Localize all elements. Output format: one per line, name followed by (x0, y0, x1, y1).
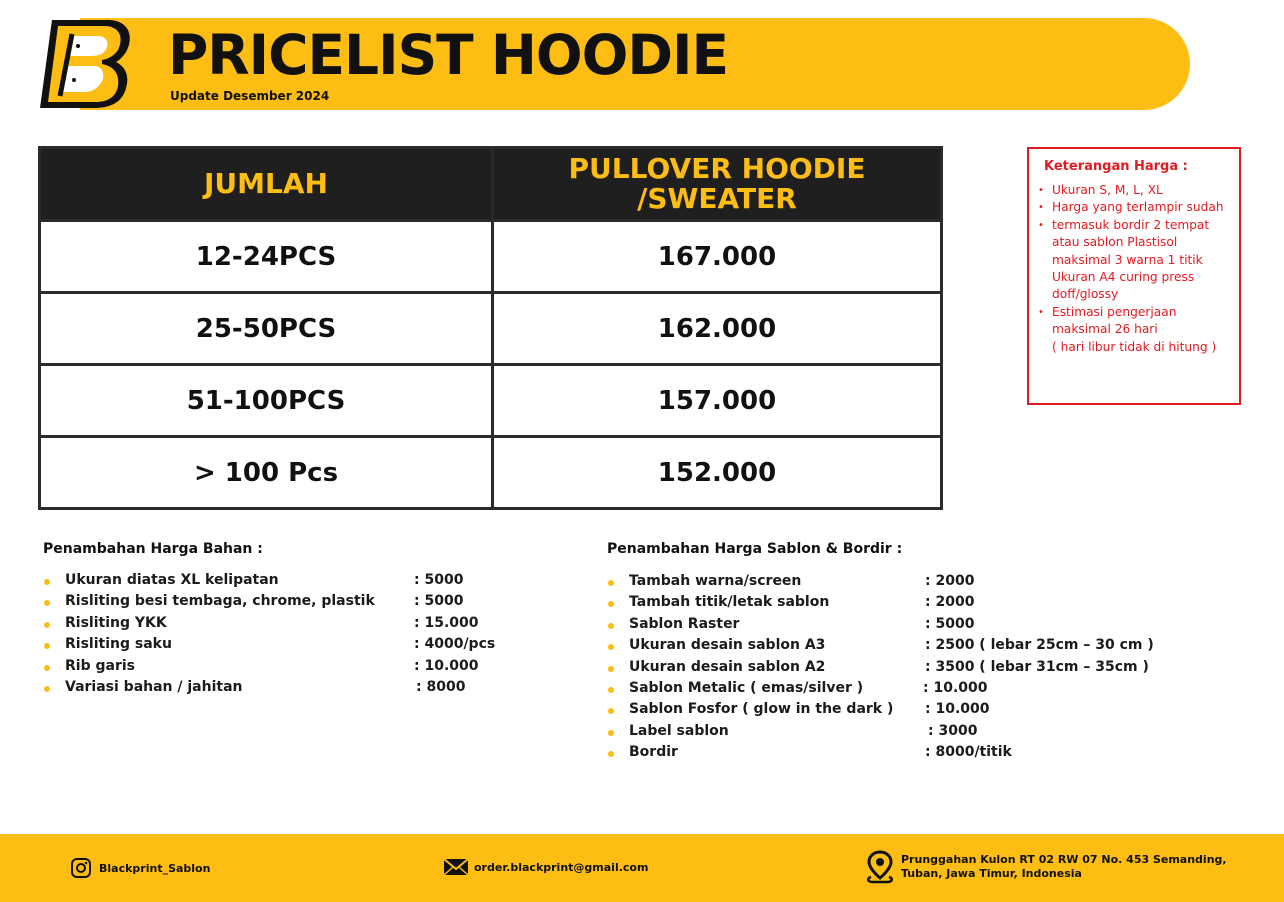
price-cell: 152.000 (493, 437, 942, 509)
addon-value: : 5000 (925, 615, 975, 632)
column-header-product-line1: PULLOVER HOODIE (568, 152, 866, 185)
price-cell: 162.000 (493, 293, 942, 365)
qty-cell: 25-50PCS (40, 293, 493, 365)
list-item (608, 573, 1228, 594)
addon-label: Tambah titik/letak sablon (629, 594, 830, 611)
bullet-dot (608, 666, 614, 672)
bullet-dot (44, 622, 50, 628)
column-header-product (493, 148, 942, 221)
addon-value: : 10.000 (925, 701, 990, 718)
addon-sablon-title: Penambahan Harga Sablon & Bordir : (607, 541, 903, 557)
address-line2: Tuban, Jawa Timur, Indonesia (901, 867, 1082, 880)
list-item (608, 723, 1228, 744)
page-subtitle: Update Desember 2024 (170, 89, 330, 103)
notes-title: Keterangan Harga : (1044, 159, 1188, 174)
list-item (608, 616, 1228, 637)
notes-list (1044, 182, 1233, 356)
addon-label: Label sablon (629, 722, 729, 739)
bullet-dot (608, 623, 614, 629)
addon-value: : 8000 (416, 678, 466, 695)
column-header-jumlah: JUMLAH (40, 148, 493, 221)
list-item (608, 744, 1228, 765)
table-row (40, 221, 942, 293)
addon-value: : 5000 (414, 572, 464, 588)
footer-bar (0, 834, 1284, 902)
addon-value: : 3000 (928, 722, 978, 739)
addon-bahan-title: Penambahan Harga Bahan : (43, 541, 263, 557)
bullet-dot (44, 686, 50, 692)
bullet-dot (44, 643, 50, 649)
envelope-icon (443, 856, 469, 878)
addon-label: Ukuran desain sablon A3 (629, 637, 826, 654)
addon-sablon-list (608, 573, 1228, 766)
note-line: doff/glossy (1052, 287, 1119, 302)
note-line: ( hari libur tidak di hitung ) (1052, 339, 1217, 354)
addon-value: : 15.000 (414, 614, 479, 631)
list-item (44, 572, 564, 593)
list-item (608, 680, 1228, 701)
price-cell: 157.000 (493, 365, 942, 437)
list-item (44, 615, 564, 636)
note-line: maksimal 3 warna 1 titik (1052, 252, 1203, 267)
addon-value: : 2500 ( lebar 25cm – 30 cm ) (925, 637, 1154, 654)
addon-label: Tambah warna/screen (629, 573, 802, 589)
note-line: • Ukuran S, M, L, XL (1044, 182, 1233, 199)
footer-email[interactable] (443, 856, 648, 878)
addon-value: : 2000 (925, 573, 975, 589)
page-title: PRICELIST HOODIE (168, 23, 729, 87)
addon-label: Variasi bahan / jahitan (65, 678, 243, 695)
footer-address (865, 850, 1227, 884)
bullet-dot (608, 708, 614, 714)
addon-value: : 2000 (925, 594, 975, 611)
addon-value: : 5000 (414, 593, 464, 610)
qty-cell: 51-100PCS (40, 365, 493, 437)
bullet-dot (608, 644, 614, 650)
email-address: order.blackprint@gmail.com (474, 860, 649, 874)
list-item (608, 701, 1228, 722)
addon-label: Risliting saku (65, 636, 172, 653)
addon-value: : 10.000 (414, 657, 479, 674)
note-line: • termasuk bordir 2 tempat (1044, 217, 1233, 234)
note-line: • Estimasi pengerjaan (1044, 304, 1233, 321)
addon-value: : 8000/titik (925, 744, 1012, 761)
table-row (40, 437, 942, 509)
addon-label: Sablon Fosfor ( glow in the dark ) (629, 701, 894, 718)
bullet-dot (608, 580, 614, 586)
bullet-dot (608, 687, 614, 693)
list-item (608, 659, 1228, 680)
addon-value: : 3500 ( lebar 31cm – 35cm ) (925, 658, 1149, 675)
instagram-handle: Blackprint_Sablon (99, 861, 211, 875)
bullet-dot (608, 601, 614, 607)
bullet-dot (44, 665, 50, 671)
price-cell: 167.000 (493, 221, 942, 293)
blackprint-b-logo-icon (38, 16, 134, 112)
location-pin-icon (865, 850, 895, 884)
bullet-dot (608, 730, 614, 736)
bullet-dot (608, 751, 614, 757)
price-notes-box (1027, 147, 1241, 405)
table-row (40, 293, 942, 365)
addon-label: Bordir (629, 744, 678, 761)
note-line: maksimal 26 hari (1052, 322, 1158, 337)
qty-cell: 12-24PCS (40, 221, 493, 293)
address-line1: Prunggahan Kulon RT 02 RW 07 No. 453 Semanding, (901, 853, 1227, 866)
addon-value: : 10.000 (923, 679, 988, 696)
addon-label: Sablon Metalic ( emas/silver ) (629, 679, 864, 696)
note-line: atau sablon Plastisol (1052, 235, 1178, 250)
price-table (38, 146, 943, 510)
addon-bahan-list (44, 572, 564, 700)
column-header-product-line2: /SWEATER (637, 182, 797, 215)
list-item (44, 636, 564, 657)
addon-label: Ukuran desain sablon A2 (629, 658, 826, 675)
list-item (44, 658, 564, 679)
table-header-row (40, 148, 942, 221)
addon-value: : 4000/pcs (414, 636, 496, 653)
bullet-dot (44, 600, 50, 606)
addon-label: Rib garis (65, 657, 135, 674)
qty-cell: > 100 Pcs (40, 437, 493, 509)
instagram-icon (70, 857, 92, 879)
addon-label: Risliting besi tembaga, chrome, plastik (65, 593, 375, 610)
list-item (44, 593, 564, 614)
addon-label: Sablon Raster (629, 615, 740, 632)
addon-label: Ukuran diatas XL kelipatan (65, 572, 279, 588)
list-item (608, 637, 1228, 658)
list-item (608, 594, 1228, 615)
footer-instagram[interactable] (70, 857, 210, 879)
table-row (40, 365, 942, 437)
addon-label: Risliting YKK (65, 614, 167, 631)
note-line: • Harga yang terlampir sudah (1044, 199, 1233, 216)
note-line: Ukuran A4 curing press (1052, 270, 1195, 285)
list-item (44, 679, 564, 700)
bullet-dot (44, 579, 50, 585)
